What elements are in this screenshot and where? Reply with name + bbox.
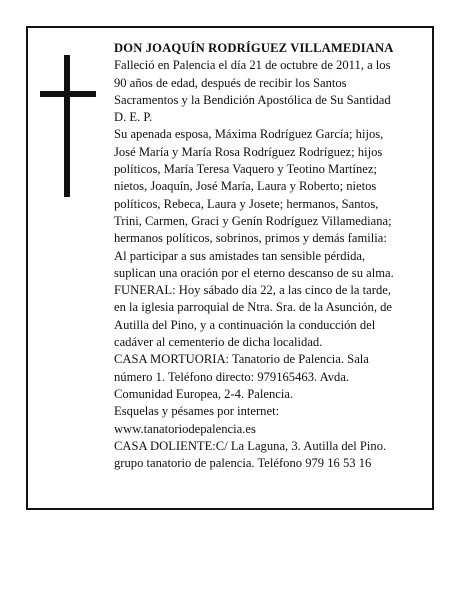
notice-line: Al participar a sus amistades tan sensible pérdida, (114, 248, 366, 263)
notice-line: CASA MORTUORIA: Tanatorio de Palencia. Sala (114, 352, 369, 367)
cross-vertical-bar (64, 55, 70, 197)
notice-line: D. E. P. (114, 110, 153, 125)
notice-line: en la iglesia parroquial de Ntra. Sra. de la Asunción, de (114, 300, 393, 315)
notice-line: Autilla del Pino, y a continuación la conducción del (114, 317, 376, 332)
notice-line: Sacramentos y la Bendición Apostólica de Su Santidad (114, 92, 391, 107)
notice-line: Falleció en Palencia el día 21 de octubre de 2011, a los (114, 58, 391, 73)
deceased-name: DON JOAQUÍN RODRÍGUEZ VILLAMEDIANA (114, 41, 394, 55)
notice-line: políticos, María Teresa Vaquero y Teotino Martínez; (114, 162, 377, 177)
notice-line: Su apenada esposa, Máxima Rodríguez García; hijos, (114, 127, 384, 142)
notice-line: CASA DOLIENTE:C/ La Laguna, 3. Autilla del Pino. (114, 438, 387, 453)
notice-line: Trini, Carmen, Graci y Genín Rodríguez Villamediana; (114, 213, 392, 228)
notice-line: Comunidad Europea, 2-4. Palencia. (114, 386, 294, 401)
notice-line: políticos, Rebeca, Laura y Josete; hermanos, Santos, (114, 196, 379, 211)
notice-line: nietos, Joaquín, José María, Laura y Roberto; nietos (114, 179, 377, 194)
website-link[interactable]: www.tanatoriodepalencia.es (114, 421, 256, 436)
notice-line: cadáver al cementerio de dicha localidad. (114, 335, 323, 350)
notice-line: FUNERAL: Hoy sábado día 22, a las cinco de la tarde, (114, 283, 391, 298)
notice-line: Esquelas y pésames por internet: (114, 404, 280, 419)
obituary-text (114, 40, 424, 472)
notice-line: grupo tanatorio de palencia. Teléfono 979 16 53 16 (114, 456, 372, 471)
cross-icon (40, 55, 96, 197)
cross-horizontal-bar (40, 91, 96, 97)
notice-line: suplican una oración por el eterno descanso de su alma. (114, 265, 394, 280)
notice-line: número 1. Teléfono directo: 979165463. Avda. (114, 369, 350, 384)
notice-line: 90 años de edad, después de recibir los Santos (114, 75, 347, 90)
notice-line: José María y María Rosa Rodríguez Rodríguez; hijos (114, 144, 383, 159)
notice-line: hermanos políticos, sobrinos, primos y demás familia: (114, 231, 387, 246)
